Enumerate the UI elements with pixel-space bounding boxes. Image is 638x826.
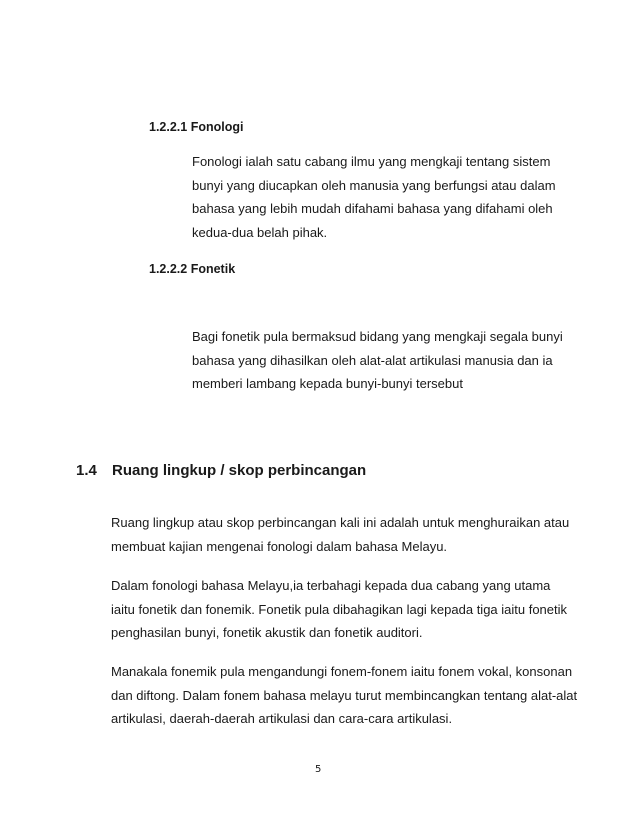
- page-number: 5: [315, 764, 322, 775]
- text-line: bahasa yang dihasilkan oleh alat-alat artikulasi manusia dan ia: [192, 352, 553, 368]
- text-line: artikulasi, daerah-daerah artikulasi dan cara-cara artikulasi.: [111, 711, 453, 726]
- text-line: Dalam fonologi bahasa Melayu,ia terbahagi kepada dua cabang yang utama: [111, 578, 551, 593]
- subsection-heading-fonologi: 1.2.2.1 Fonologi: [149, 120, 244, 134]
- text-line: kedua-dua belah pihak.: [192, 224, 328, 240]
- text-line: Bagi fonetik pula bermaksud bidang yang mengkaji segala bunyi: [192, 329, 563, 344]
- text-line: bunyi yang diucapkan oleh manusia yang berfungsi atau dalam: [192, 177, 556, 193]
- text-line: Ruang lingkup atau skop perbincangan kali ini adalah untuk menghuraikan atau: [111, 515, 570, 530]
- text-line: Manakala fonemik pula mengandungi fonem-fonem iaitu fonem vokal, konsonan: [111, 664, 573, 679]
- text-line: iaitu fonetik dan fonemik. Fonetik pula dibahagikan lagi kepada tiga iaitu fonetik: [111, 601, 568, 617]
- paragraph-1: [111, 511, 570, 558]
- paragraph-2: [111, 574, 568, 645]
- text-line: bahasa yang lebih mudah difahami bahasa yang difahami oleh: [192, 201, 553, 216]
- paragraph-fonetik: [192, 325, 563, 396]
- text-line: memberi lambang kepada bunyi-bunyi tersebut: [192, 376, 463, 391]
- text-line: dan diftong. Dalam fonem bahasa melayu turut membincangkan tentang alat-alat: [111, 687, 578, 703]
- paragraph-fonologi: [192, 150, 556, 244]
- text-line: Fonologi ialah satu cabang ilmu yang mengkaji tentang sistem: [192, 154, 551, 169]
- paragraph-3: [111, 660, 578, 731]
- section-title: Ruang lingkup / skop perbincangan: [112, 462, 367, 479]
- text-line: membuat kajian mengenai fonologi dalam bahasa Melayu.: [111, 538, 448, 554]
- subsection-heading-fonetik: 1.2.2.2 Fonetik: [149, 262, 236, 276]
- section-number: 1.4: [76, 462, 97, 479]
- text-line: penghasilan bunyi, fonetik akustik dan fonetik auditori.: [111, 625, 423, 640]
